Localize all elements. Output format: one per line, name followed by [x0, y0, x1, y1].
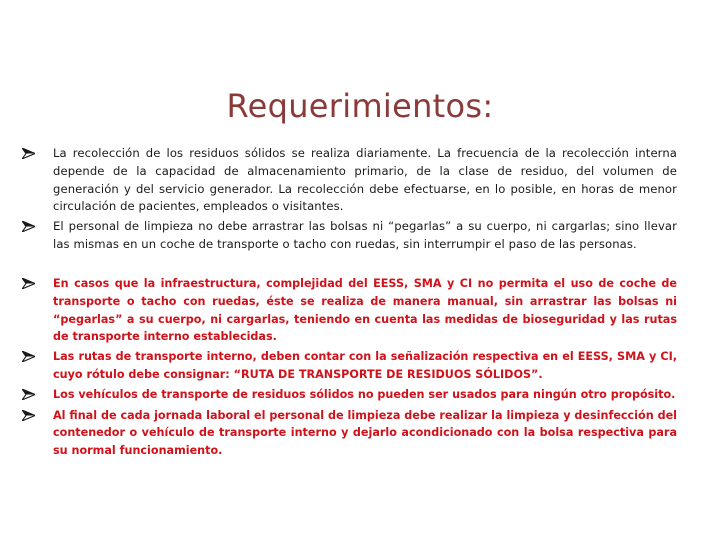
bullet-text: Al final de cada jornada laboral el personal de limpieza debe realizar la limpieza y desinfección del contenedor o vehículo de transporte interno y dejarlo acondicionado con la bolsa respectiva para su normal funcionamiento.	[53, 408, 677, 458]
bullet-item	[22, 275, 677, 346]
arrowhead-bullet-icon	[22, 407, 38, 421]
bullet-item	[22, 218, 677, 272]
arrowhead-bullet-icon	[22, 145, 38, 159]
arrowhead-bullet-icon	[22, 275, 38, 289]
bullet-text: En casos que la infraestructura, complejidad del EESS, SMA y CI no permita el uso de coche de transporte o tacho con ruedas, éste se realiza de manera manual, sin arrastrar las bolsas ni “pegarlas” a su cuerpo, ni cargarlas, teniendo en cuenta las medidas de bioseguridad y las rutas de transporte interno establecidas.	[53, 277, 677, 344]
bullet-text: El personal de limpieza no debe arrastrar las bolsas ni “pegarlas” a su cuerpo, ni cargarlas; sino llevar las mismas en un coche de transporte o tacho con ruedas, sin interrumpir el paso de las personas.	[53, 219, 677, 251]
arrowhead-bullet-icon	[22, 218, 38, 232]
bullet-text: La recolección de los residuos sólidos se realiza diariamente. La frecuencia de la recolección interna depende de la capacidad de almacenamiento primario, de la clase de residuo, del volumen de generación y del servicio generador. La recolección debe efectuarse, en lo posible, en horas de menor circulación de pacientes, empleados o visitantes.	[53, 146, 677, 214]
bullet-item	[22, 407, 677, 460]
bullet-item	[22, 348, 677, 384]
bullet-text: Los vehículos de transporte de residuos sólidos no pueden ser usados para ningún otro propósito.	[53, 387, 676, 401]
slide-title: Requerimientos:	[226, 87, 494, 125]
bullet-text: Las rutas de transporte interno, deben contar con la señalización respectiva en el EESS, SMA y CI, cuyo rótulo debe consignar: “RUTA DE TRANSPORTE DE RESIDUOS SÓLIDOS”.	[53, 350, 677, 381]
arrowhead-bullet-icon	[22, 386, 38, 400]
bullet-list	[22, 145, 677, 460]
bullet-item	[22, 145, 677, 217]
arrowhead-bullet-icon	[22, 348, 38, 362]
bullet-item	[22, 386, 677, 404]
